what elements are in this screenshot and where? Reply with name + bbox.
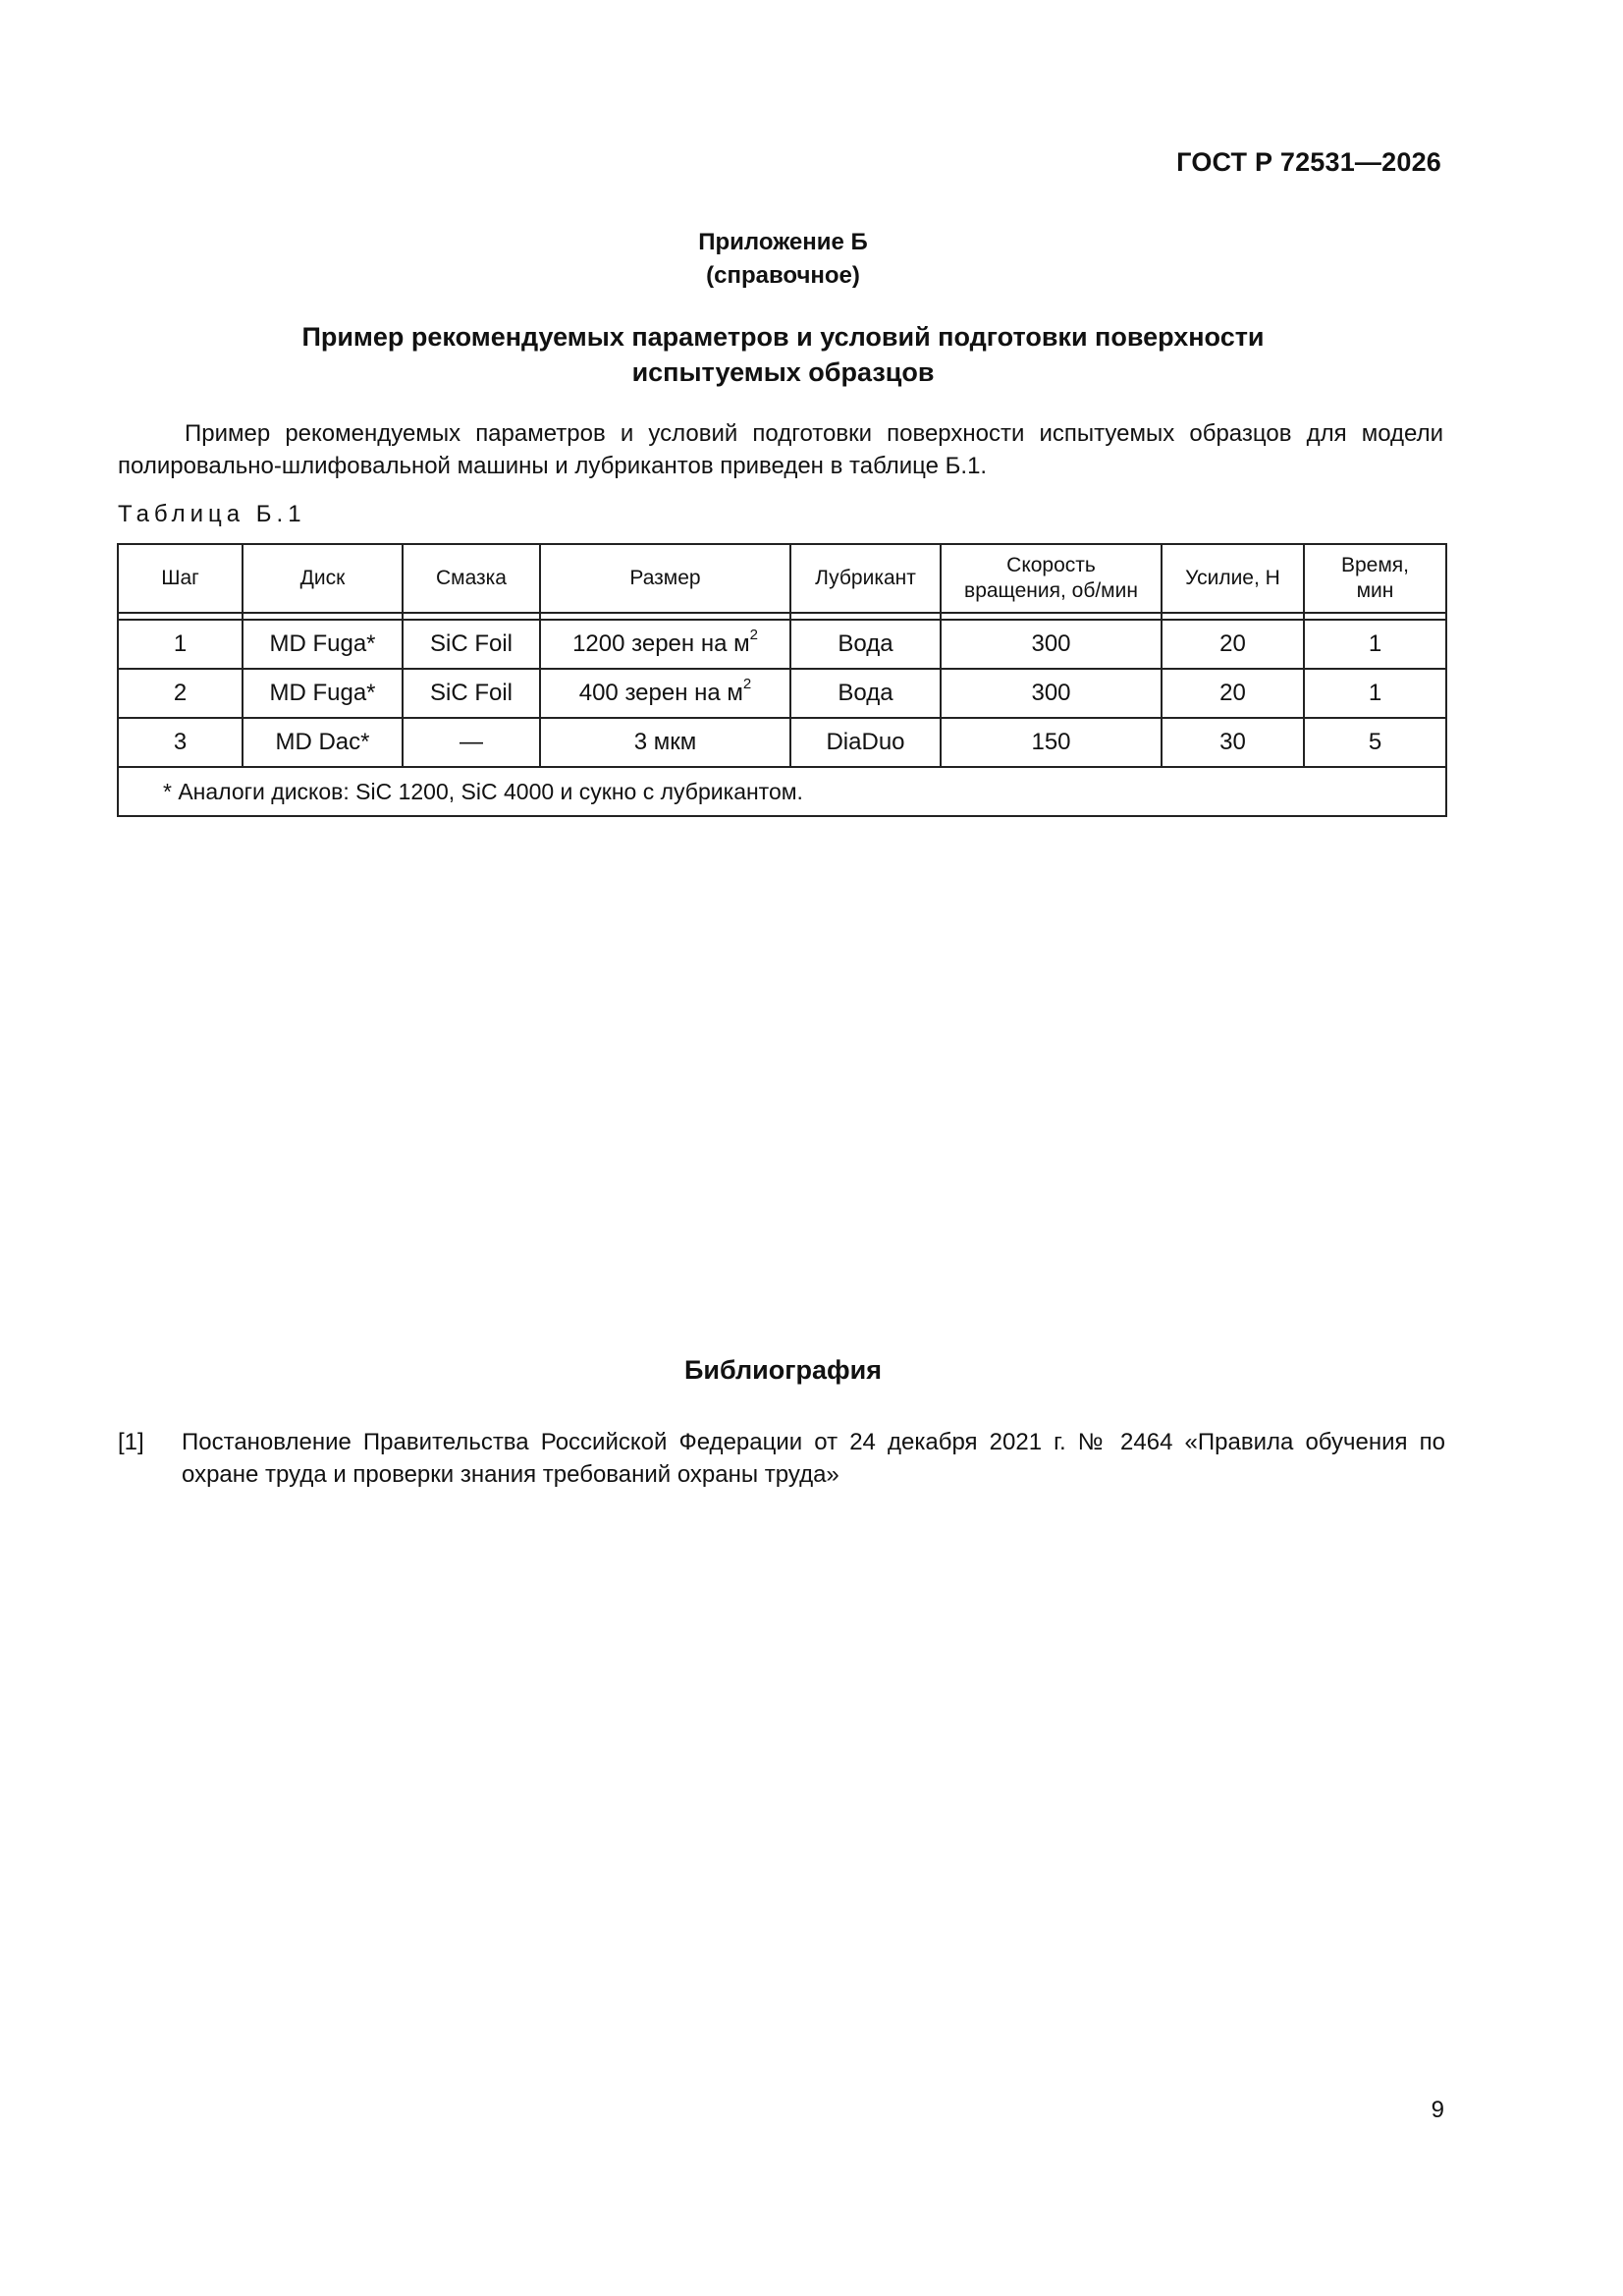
cell-size — [540, 669, 790, 718]
appendix-subtitle: (справочное) — [706, 262, 860, 289]
table-row — [118, 718, 1446, 767]
header-force: Усилие, Н — [1162, 544, 1304, 613]
header-step: Шаг — [118, 544, 243, 613]
header-size: Размер — [540, 544, 790, 613]
header-speed — [941, 544, 1162, 613]
header-disc: Диск — [243, 544, 403, 613]
cell-disc: MD Fuga* — [243, 620, 403, 669]
parameters-table — [117, 543, 1447, 817]
header-lubricant: Лубрикант — [790, 544, 941, 613]
cell-size-text: 1200 зерен на м — [572, 630, 750, 657]
table-row — [118, 669, 1446, 718]
cell-force: 30 — [1162, 718, 1304, 767]
cell-time: 5 — [1304, 718, 1446, 767]
cell-disc: MD Fuga* — [243, 669, 403, 718]
section-title-line2: испытуемых образцов — [631, 357, 935, 387]
intro-paragraph: Пример рекомендуемых параметров и условий подготовки поверхности испытуемых образцов для модели полировально-шлифовальной машины и лубрикантов приведен в таблице Б.1. — [118, 420, 1443, 479]
bibliography-heading: Библиография — [684, 1355, 882, 1385]
table-footnote: * Аналоги дисков: SiC 1200, SiC 4000 и сукно с лубрикантом. — [118, 767, 1446, 816]
appendix-heading — [0, 226, 1566, 293]
cell-size — [540, 620, 790, 669]
cell-size-exponent: 2 — [742, 676, 752, 692]
header-time-line2: мин — [1356, 579, 1394, 602]
cell-lubricant: Вода — [790, 620, 941, 669]
table-note-row — [118, 767, 1446, 816]
appendix-title: Приложение Б — [698, 229, 868, 255]
table-row — [118, 620, 1446, 669]
cell-force: 20 — [1162, 620, 1304, 669]
header-speed-line1: Скорость — [1006, 554, 1096, 576]
bibliography-item-text: Постановление Правительства Российской Федерации от 24 декабря 2021 г. № 2464 «Правила обучения по охране труда и проверки знания требований охраны труда» — [182, 1429, 1445, 1488]
cell-step: 3 — [118, 718, 243, 767]
page-number: 9 — [1431, 2097, 1444, 2123]
bibliography-item-number: [1] — [118, 1429, 144, 1455]
header-time-line1: Время, — [1340, 554, 1409, 576]
cell-coat: SiC Foil — [403, 620, 540, 669]
cell-size-text: 3 мкм — [633, 729, 697, 755]
header-coat: Смазка — [403, 544, 540, 613]
cell-lubricant: DiaDuo — [790, 718, 941, 767]
header-time — [1304, 544, 1446, 613]
cell-size-text: 400 зерен на м — [578, 680, 743, 706]
cell-speed: 150 — [941, 718, 1162, 767]
section-title-line1: Пример рекомендуемых параметров и условий подготовки поверхности — [301, 322, 1265, 352]
header-speed-line2: вращения, об/мин — [964, 579, 1138, 602]
cell-speed: 300 — [941, 669, 1162, 718]
cell-force: 20 — [1162, 669, 1304, 718]
section-title — [0, 319, 1566, 390]
table-header-row — [118, 544, 1446, 613]
cell-time: 1 — [1304, 669, 1446, 718]
cell-lubricant: Вода — [790, 669, 941, 718]
cell-disc: MD Dac* — [243, 718, 403, 767]
cell-time: 1 — [1304, 620, 1446, 669]
document-code: ГОСТ Р 72531—2026 — [1176, 147, 1441, 177]
cell-speed: 300 — [941, 620, 1162, 669]
cell-coat: SiC Foil — [403, 669, 540, 718]
cell-coat: — — [403, 718, 540, 767]
table-caption: Таблица Б.1 — [118, 501, 306, 527]
cell-size-exponent: 2 — [749, 627, 758, 643]
cell-step: 1 — [118, 620, 243, 669]
cell-size — [540, 718, 790, 767]
cell-step: 2 — [118, 669, 243, 718]
header-separator — [118, 613, 1446, 620]
